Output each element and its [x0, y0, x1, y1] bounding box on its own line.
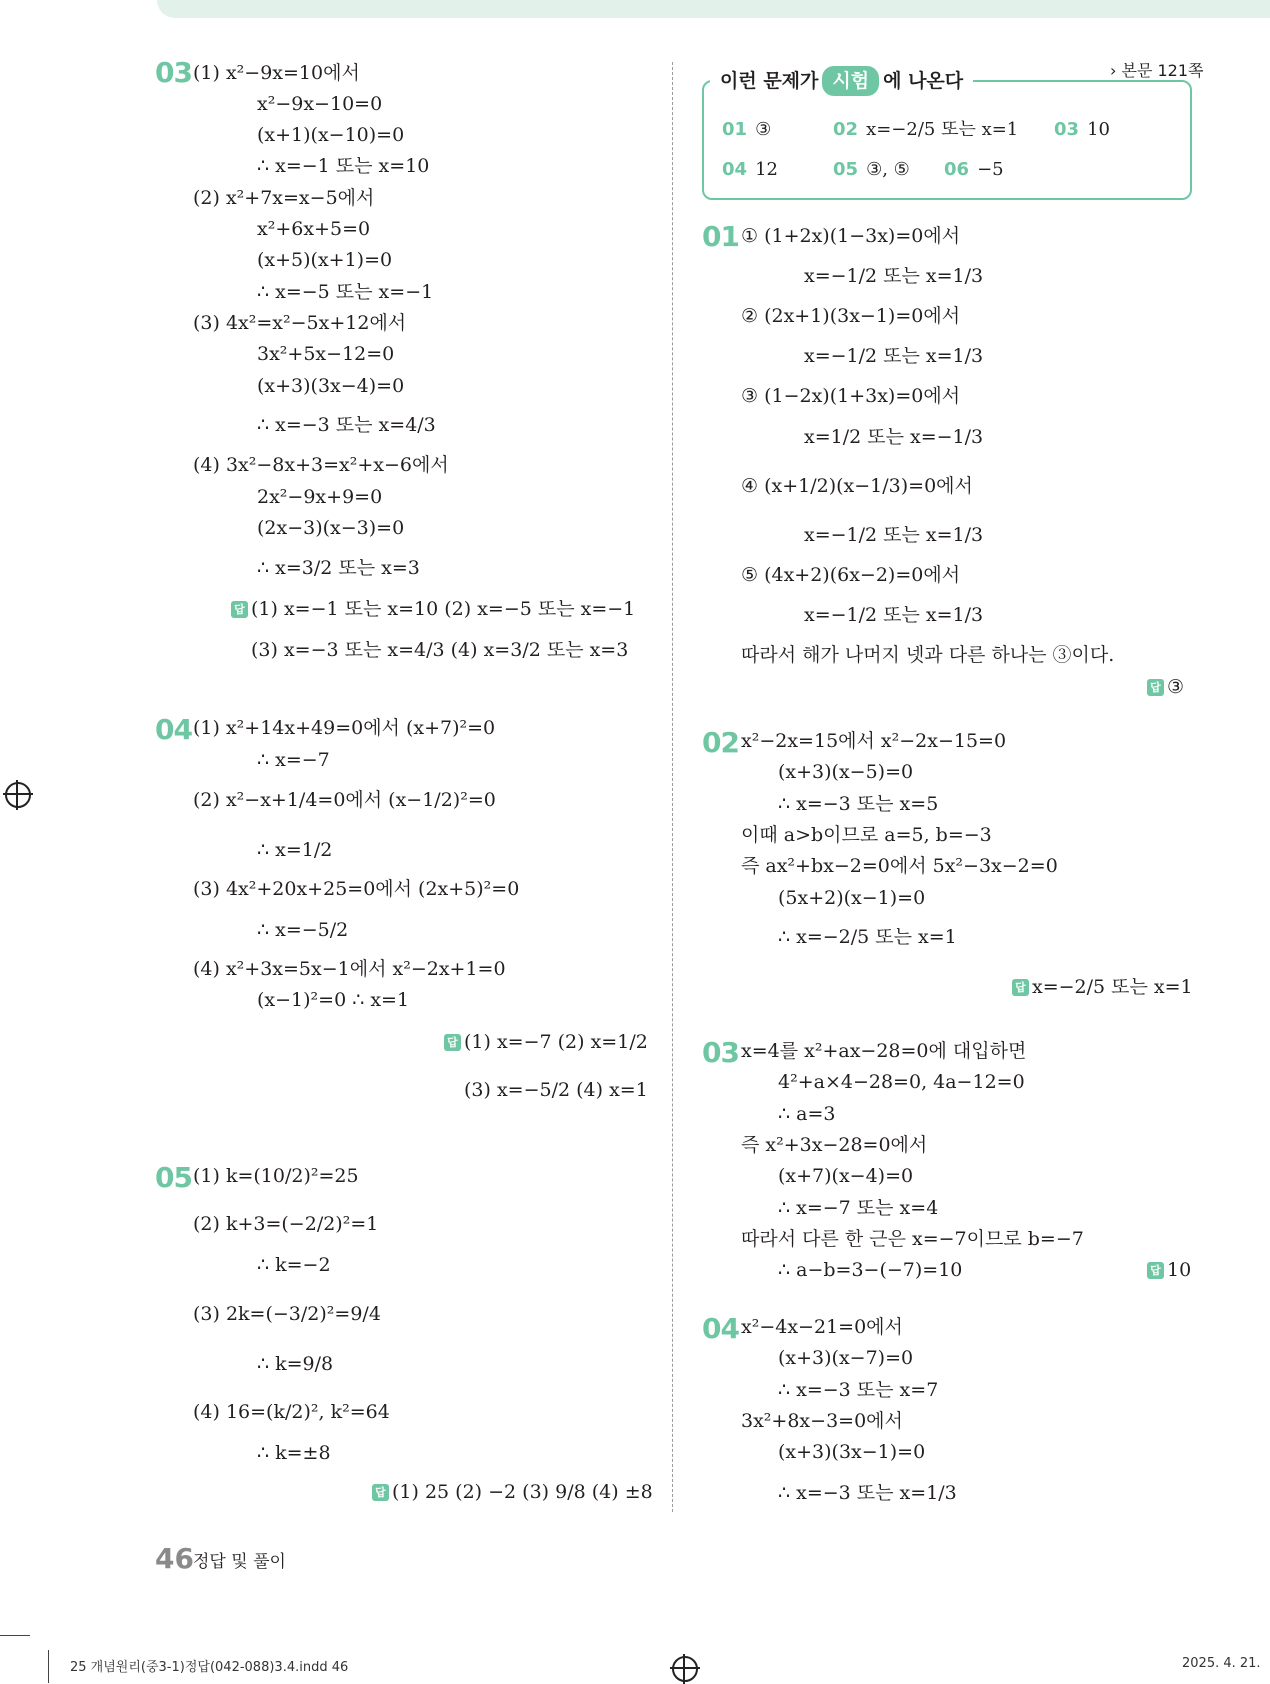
- problem-number: 04: [155, 713, 192, 746]
- problem-number: 03: [702, 1036, 739, 1069]
- solution-line: (x+5)(x+1)=0: [257, 249, 393, 271]
- box-answer: 04 12: [722, 159, 778, 180]
- answer-icon: 답: [1147, 679, 1164, 696]
- answer-icon: 답: [1012, 979, 1029, 996]
- problem-number: 05: [155, 1161, 192, 1194]
- solution-line: (2) k+3=(−2/2)²=1: [193, 1213, 379, 1235]
- section-title: 정답 및 풀이: [193, 1552, 286, 1572]
- box-answer: 06 −5: [944, 159, 1004, 180]
- solution-line: (x+3)(3x−4)=0: [257, 375, 405, 397]
- solution-line: ③ (1−2x)(1+3x)=0에서: [741, 385, 961, 407]
- page-reference: › 본문 121쪽: [1110, 61, 1204, 80]
- solution-line: ∴ a=3: [778, 1103, 836, 1125]
- solution-line: ∴ x=−3 또는 x=5: [778, 793, 939, 815]
- solution-line: 2x²−9x+9=0: [257, 486, 383, 508]
- registration-mark-icon: [672, 1656, 698, 1682]
- solution-line: 3x²+5x−12=0: [257, 343, 395, 365]
- answer-line: 답 x=−2/5 또는 x=1: [1012, 975, 1193, 999]
- box-title: 이런 문제가 시험 에 나온다: [710, 66, 973, 96]
- answer-icon: 답: [372, 1484, 389, 1501]
- answer-line: (3) x=−3 또는 x=4/3 (4) x=3/2 또는 x=3: [251, 639, 629, 661]
- problem-number: 02: [702, 726, 739, 759]
- answer-line: 답 10: [1147, 1258, 1191, 1282]
- answer-line: 답 (1) x=−1 또는 x=10 (2) x=−5 또는 x=−1: [231, 597, 635, 621]
- solution-line: 이때 a>b이므로 a=5, b=−3: [741, 824, 992, 846]
- solution-line: ∴ x=3/2 또는 x=3: [257, 557, 420, 579]
- answer-line: (3) x=−5/2 (4) x=1: [464, 1079, 648, 1101]
- solution-line: ∴ x=−5 또는 x=−1: [257, 281, 434, 303]
- box-answer: 05 ③, ⑤: [833, 159, 910, 180]
- solution-line: (2) x²−x+1/4=0에서 (x−1/2)²=0: [193, 789, 496, 811]
- solution-line: 따라서 다른 한 근은 x=−7이므로 b=−7: [741, 1228, 1084, 1250]
- solution-line: x²−4x−21=0에서: [741, 1316, 903, 1338]
- column-divider: [672, 62, 673, 1512]
- solution-line: x=−1/2 또는 x=1/3: [804, 345, 984, 367]
- solution-line: (1) x²−9x=10에서: [193, 62, 360, 84]
- solution-line: ∴ k=9/8: [257, 1353, 334, 1375]
- solution-line: (x+7)(x−4)=0: [778, 1165, 914, 1187]
- trim-mark: [48, 1650, 49, 1683]
- answer-icon: 답: [1147, 1262, 1164, 1279]
- solution-line: x=1/2 또는 x=−1/3: [804, 426, 984, 448]
- answer-line: 답 ③: [1147, 675, 1184, 699]
- solution-line: ∴ x=−1 또는 x=10: [257, 155, 430, 177]
- solution-line: (3) 4x²=x²−5x+12에서: [193, 312, 407, 334]
- problem-number: 01: [702, 220, 739, 253]
- solution-line: (4) 3x²−8x+3=x²+x−6에서: [193, 454, 449, 476]
- solution-line: x=−1/2 또는 x=1/3: [804, 524, 984, 546]
- solution-line: ∴ k=−2: [257, 1254, 331, 1276]
- solution-line: (4) 16=(k/2)², k²=64: [193, 1401, 390, 1423]
- print-slug: 25 개념원리(중3-1)정답(042-088)3.4.indd 46: [70, 1660, 349, 1675]
- solution-line: (5x+2)(x−1)=0: [778, 887, 926, 909]
- box-answer: 02 x=−2/5 또는 x=1: [833, 119, 1019, 140]
- solution-line: ⑤ (4x+2)(6x−2)=0에서: [741, 564, 961, 586]
- problem-number: 04: [702, 1312, 739, 1345]
- solution-line: ∴ x=1/2: [257, 839, 333, 861]
- solution-line: (3) 2k=(−3/2)²=9/4: [193, 1303, 381, 1325]
- solution-line: (2) x²+7x=x−5에서: [193, 187, 375, 209]
- solution-line: x²+6x+5=0: [257, 218, 371, 240]
- solution-line: (x+1)(x−10)=0: [257, 124, 405, 146]
- solution-line: 즉 ax²+bx−2=0에서 5x²−3x−2=0: [741, 855, 1058, 877]
- solution-line: ② (2x+1)(3x−1)=0에서: [741, 305, 961, 327]
- registration-mark-icon: [5, 782, 31, 808]
- solution-line: (4) x²+3x=5x−1에서 x²−2x+1=0: [193, 958, 506, 980]
- solution-line: ∴ x=−3 또는 x=7: [778, 1379, 939, 1401]
- page-number: 46: [155, 1542, 194, 1575]
- answer-line: 답 (1) x=−7 (2) x=1/2: [444, 1030, 648, 1054]
- box-answer: 01 ③: [722, 119, 772, 140]
- solution-line: 4²+a×4−28=0, 4a−12=0: [778, 1071, 1025, 1093]
- trim-mark: [0, 1635, 30, 1636]
- solution-line: x²−2x=15에서 x²−2x−15=0: [741, 730, 1007, 752]
- solution-line: (3) 4x²+20x+25=0에서 (2x+5)²=0: [193, 878, 520, 900]
- solution-line: ∴ x=−3 또는 x=4/3: [257, 414, 436, 436]
- solution-line: 따라서 해가 나머지 넷과 다른 하나는 ③이다.: [741, 644, 1115, 666]
- solution-line: (1) k=(10/2)²=25: [193, 1165, 359, 1187]
- solution-line: ∴ x=−7: [257, 749, 330, 771]
- solution-line: ∴ x=−2/5 또는 x=1: [778, 926, 957, 948]
- solution-line: ① (1+2x)(1−3x)=0에서: [741, 225, 961, 247]
- top-accent-bar: [157, 0, 1270, 18]
- solution-line: (2x−3)(x−3)=0: [257, 517, 405, 539]
- box-answer: 03 10: [1054, 119, 1110, 140]
- solution-line: (x+3)(x−7)=0: [778, 1347, 914, 1369]
- solution-line: ∴ k=±8: [257, 1442, 331, 1464]
- solution-line: x=−1/2 또는 x=1/3: [804, 265, 984, 287]
- answer-icon: 답: [444, 1034, 461, 1051]
- solution-line: x²−9x−10=0: [257, 93, 383, 115]
- solution-line: 3x²+8x−3=0에서: [741, 1410, 903, 1432]
- solution-line: ∴ x=−7 또는 x=4: [778, 1197, 939, 1219]
- solution-line: ④ (x+1/2)(x−1/3)=0에서: [741, 475, 973, 497]
- solution-line: x=4를 x²+ax−28=0에 대입하면: [741, 1040, 1027, 1062]
- print-date: 2025. 4. 21.: [1182, 1656, 1261, 1671]
- solution-line: (x+3)(3x−1)=0: [778, 1441, 926, 1463]
- solution-line: 즉 x²+3x−28=0에서: [741, 1134, 928, 1156]
- problem-number: 03: [155, 56, 192, 89]
- solution-line: ∴ x=−3 또는 x=1/3: [778, 1482, 957, 1504]
- solution-line: ∴ x=−5/2: [257, 919, 349, 941]
- solution-line: x=−1/2 또는 x=1/3: [804, 604, 984, 626]
- answer-line: 답 (1) 25 (2) −2 (3) 9/8 (4) ±8: [372, 1480, 653, 1504]
- solution-line: ∴ a−b=3−(−7)=10: [778, 1259, 963, 1281]
- solution-line: (x+3)(x−5)=0: [778, 761, 914, 783]
- solution-line: (1) x²+14x+49=0에서 (x+7)²=0: [193, 717, 496, 739]
- answer-icon: 답: [231, 601, 248, 618]
- solution-line: (x−1)²=0 ∴ x=1: [257, 989, 410, 1011]
